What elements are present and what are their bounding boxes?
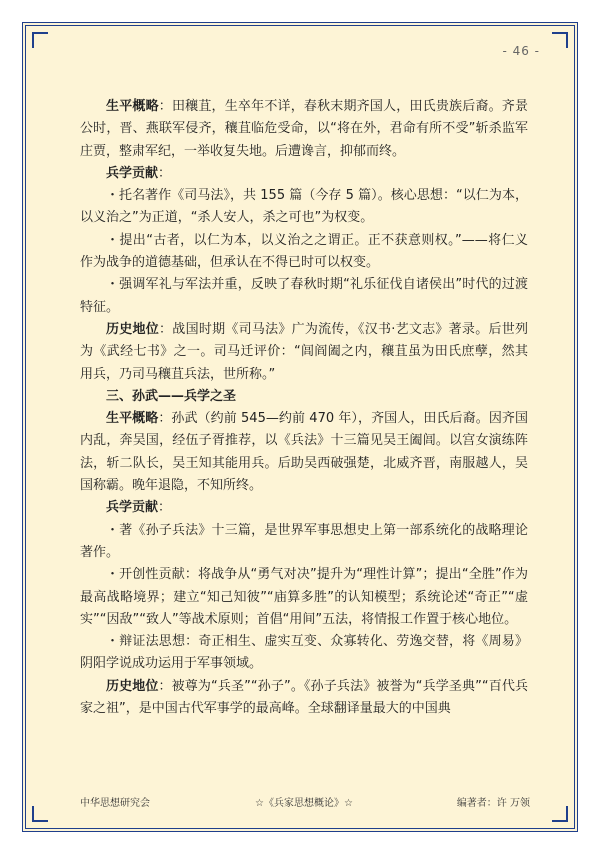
footer-author: 编著者：许 万领 <box>456 798 530 809</box>
paragraph-historical-status <box>80 676 528 721</box>
label-military-contribution: 兵学贡献 <box>106 165 159 181</box>
page-number: - 46 - <box>502 44 540 58</box>
label-life-summary: 生平概略 <box>106 411 159 427</box>
paragraph-life-summary <box>80 408 528 497</box>
bullet-item: ・辩证法思想：奇正相生、虚实互变、众寡转化、劳逸交替，将《周易》阴阳学说成功运用于军事领域。 <box>80 634 528 672</box>
footer-book-title: ☆《兵家思想概论》☆ <box>255 798 353 809</box>
paragraph-historical-status <box>80 319 528 386</box>
colon: ： <box>158 165 172 181</box>
paragraph-military-contribution <box>80 497 528 519</box>
bullet-item: ・强调军礼与军法并重，反映了春秋时期“礼乐征伐自诸侯出”时代的过渡特征。 <box>80 277 528 315</box>
label-historical-status: 历史地位 <box>106 678 159 694</box>
paragraph-military-contribution <box>80 163 528 185</box>
label-life-summary: 生平概略 <box>106 99 159 114</box>
historical-status-text: ：被尊为“兵圣”“孙子”。《孙子兵法》被誉为“兵学圣典”“百代兵家之祖”，是中国古代军事学的最高峰。全球翻译量最大的中国典 <box>80 678 528 717</box>
bullet-item: ・开创性贡献：将战争从“勇气对决”提升为“理性计算”；提出“全胜”作为最高战略境界；建立“知己知彼”“庙算多胜”的认知模型；系统论述“奇正”“虚实”“因敌”“致人”等战术原则；首倡“用间”五法，将情报工作置于核心地位。 <box>80 567 528 627</box>
bullet-item: ・提出“古者，以仁为本，以义治之之谓正。正不获意则权。”——将仁义作为战争的道德基础，但承认在不得已时可以权变。 <box>80 232 528 271</box>
life-summary-text: ：田穰苴，生卒年不详，春秋末期齐国人，田氏贵族后裔。齐景公时，晋、燕联军侵齐，穰苴临危受命，以“将在外，君命有所不受”斩杀监军庄贾，整肃军纪，一举收复失地。后遭谗言，抑郁而终。 <box>80 99 528 159</box>
corner-ornament <box>552 806 568 822</box>
label-military-contribution: 兵学贡献 <box>106 500 159 516</box>
page-content <box>80 96 528 720</box>
historical-status-text: ：战国时期《司马法》广为流传，《汉书·艺文志》著录。后世列为《武经七书》之一。司马迁评价：“闾阎阖之内，穰苴虽为田氏庶孽，然其用兵，乃司马穰苴兵法，世所称。” <box>80 321 528 382</box>
bullet-item: ・托名著作《司马法》，共 155 篇（今存 5 篇）。核心思想：“以仁为本，以义治之”为正道，“杀人安人，杀之可也”为权变。 <box>80 188 528 226</box>
corner-ornament <box>32 806 48 822</box>
bullet-item: ・著《孙子兵法》十三篇，是世界军事思想史上第一部系统化的战略理论著作。 <box>80 522 528 560</box>
footer-organization: 中华思想研究会 <box>80 798 150 809</box>
paragraph-life-summary <box>80 96 528 163</box>
life-summary-text: ：孙武（约前 545—约前 470 年），齐国人，田氏后裔。因齐国内乱，奔吴国，经伍子胥推荐，以《兵法》十三篇见吴王阖闾。以宫女演练阵法，斩二队长，吴王知其能用兵。后助吴西破强楚，北威齐晋，南服越人，吴国称霸。晚年退隐，不知所终。 <box>80 411 528 494</box>
corner-ornament <box>552 32 568 48</box>
corner-ornament <box>32 32 48 48</box>
section-heading: 三、孙武——兵学之圣 <box>106 388 237 404</box>
label-historical-status: 历史地位 <box>106 321 160 337</box>
colon: ： <box>158 500 172 516</box>
